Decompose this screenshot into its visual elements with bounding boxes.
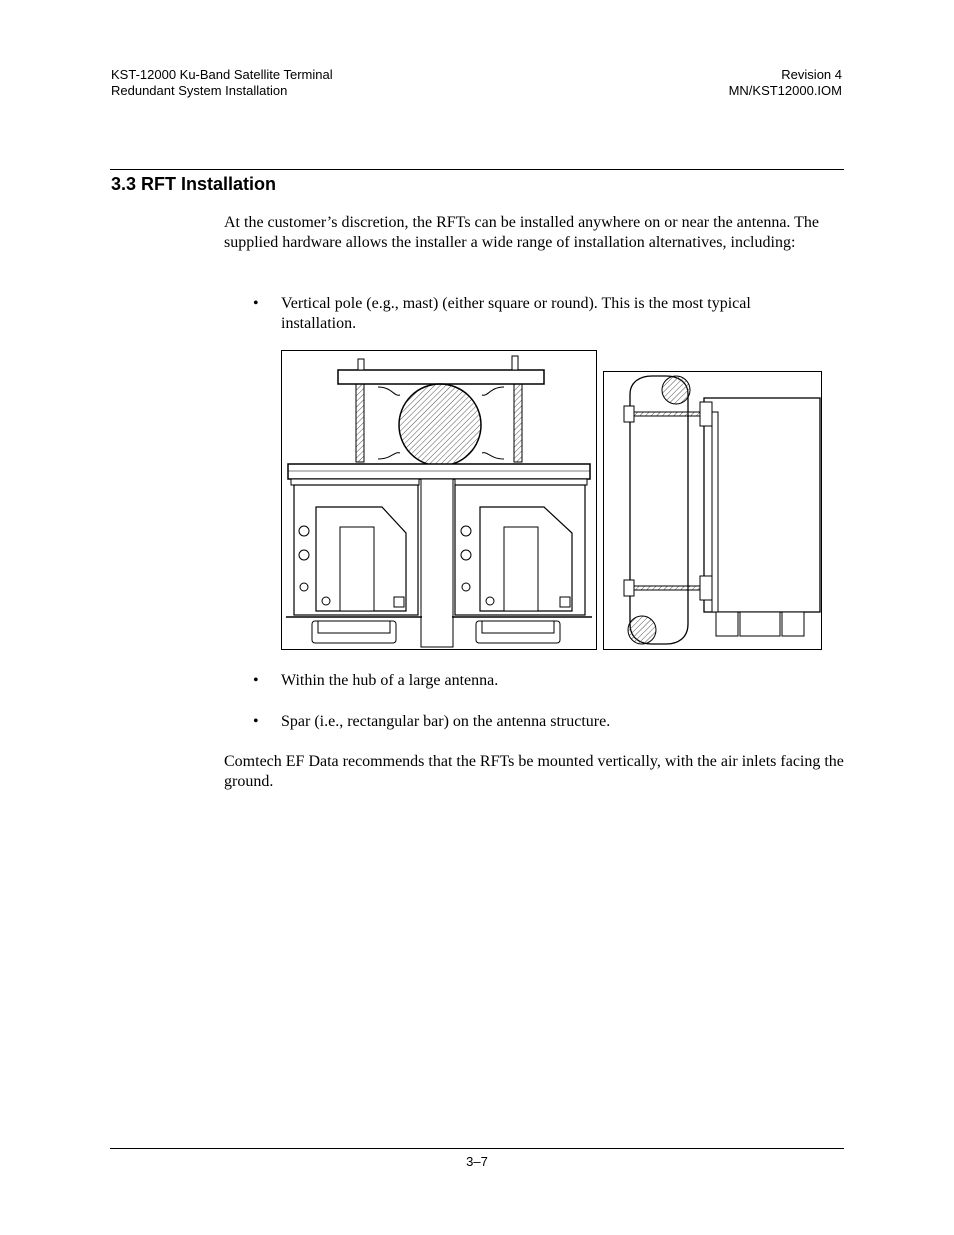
revision: Revision 4 bbox=[781, 67, 842, 82]
section-title: 3.3 RFT Installation bbox=[111, 174, 277, 194]
doc-number: MN/KST12000.IOM bbox=[728, 83, 842, 98]
figure-front-view bbox=[281, 350, 597, 650]
figure-side-view bbox=[603, 371, 822, 650]
page-number: 3–7 bbox=[466, 1154, 488, 1169]
bullet-text: Within the hub of a large antenna. bbox=[281, 672, 499, 689]
doc-subtitle: Redundant System Installation bbox=[111, 83, 288, 98]
bullet-dot: • bbox=[253, 295, 259, 312]
header-left bbox=[111, 67, 333, 99]
doc-title: KST-12000 Ku-Band Satellite Terminal bbox=[111, 67, 333, 82]
section-rule bbox=[110, 169, 844, 170]
bullet-dot: • bbox=[253, 713, 259, 730]
side-view-drawing bbox=[604, 372, 821, 649]
closing-paragraph: Comtech EF Data recommends that the RFTs be mounted vertically, with the air inlets facing the ground. bbox=[224, 753, 844, 790]
intro-paragraph: At the customer’s discretion, the RFTs can be installed anywhere on or near the antenna. The supplied hardware allows the installer a wide range of installation alternatives, including: bbox=[224, 214, 819, 251]
bullet-text: Vertical pole (e.g., mast) (either square or round). This is the most typical installation. bbox=[281, 295, 751, 332]
bullet-dot: • bbox=[253, 672, 259, 689]
footer-rule bbox=[110, 1148, 844, 1149]
header-right bbox=[729, 67, 842, 99]
bullet-text: Spar (i.e., rectangular bar) on the antenna structure. bbox=[281, 713, 611, 730]
front-view-drawing bbox=[282, 351, 596, 649]
